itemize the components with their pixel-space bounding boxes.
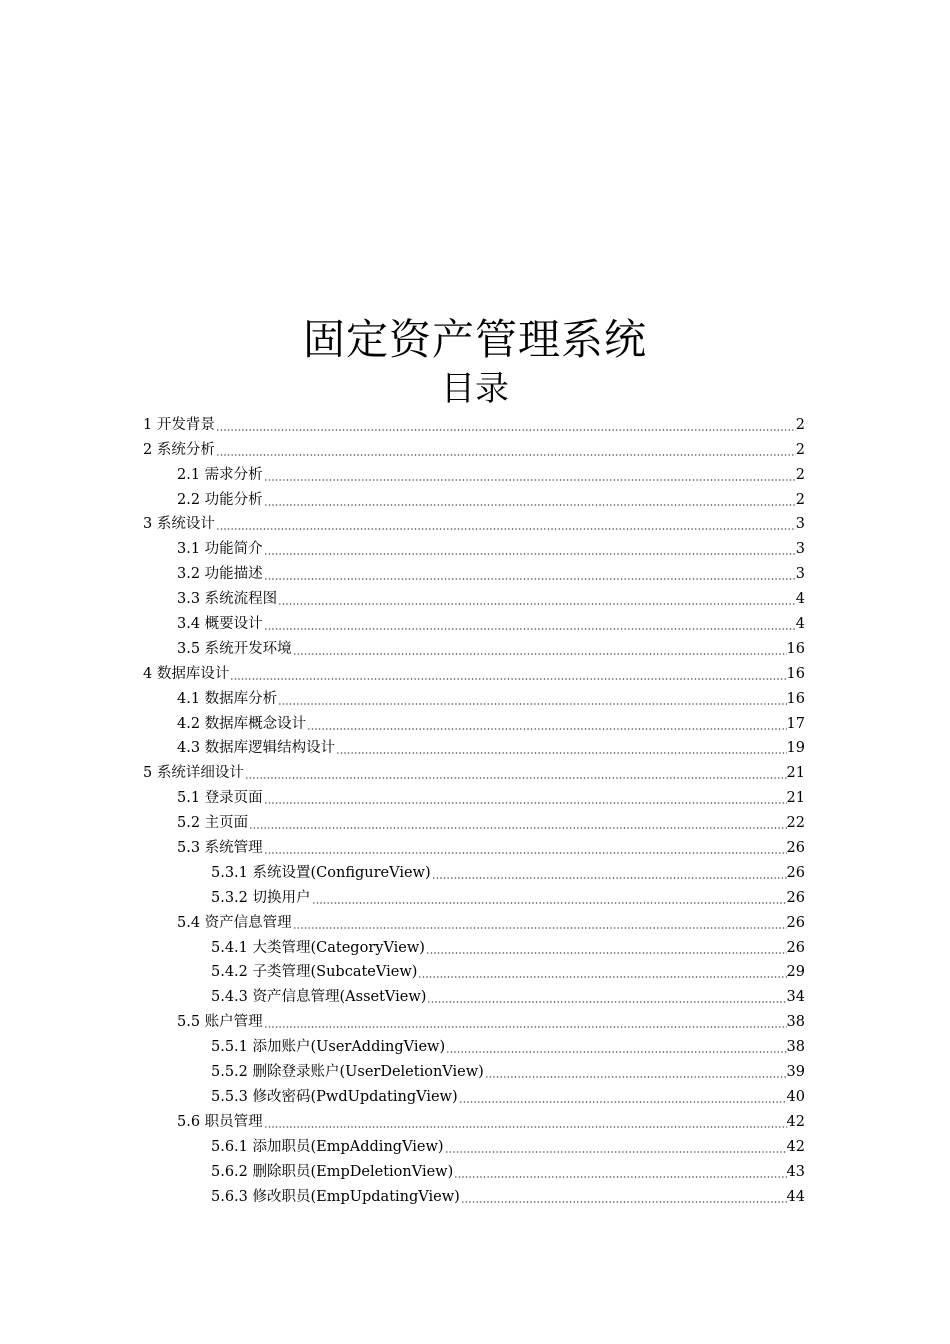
toc-entry-title: 5.3.1 系统设置(ConfigureView): [211, 864, 431, 881]
toc-entry[interactable]: [0, 835, 950, 860]
table-of-contents: [0, 412, 950, 1209]
toc-entry-title: 4 数据库设计: [143, 665, 230, 682]
toc-entry-page-number: 19: [786, 740, 805, 757]
toc-entry-page-number: 2: [795, 416, 805, 433]
toc-dot-leader: [264, 552, 796, 556]
toc-entry-page-number: 21: [786, 790, 805, 807]
toc-dot-leader: [230, 677, 786, 681]
toc-entry[interactable]: [0, 1059, 950, 1084]
toc-entry-title: 5.1 登录页面: [177, 790, 263, 807]
toc-entry[interactable]: [0, 686, 950, 711]
toc-entry[interactable]: [0, 611, 950, 636]
toc-dot-leader: [245, 776, 787, 780]
toc-entry[interactable]: [0, 711, 950, 736]
toc-entry-page-number: 16: [786, 665, 805, 682]
toc-entry-title: 4.2 数据库概念设计: [177, 715, 307, 732]
toc-dot-leader: [264, 1125, 787, 1129]
toc-entry[interactable]: [0, 1034, 950, 1059]
toc-entry-title: 3.4 概要设计: [177, 616, 263, 633]
toc-entry[interactable]: [0, 1109, 950, 1134]
toc-entry[interactable]: [0, 935, 950, 960]
toc-entry-title: 5.4 资产信息管理: [177, 914, 292, 931]
toc-entry-title: 2.1 需求分析: [177, 466, 263, 483]
toc-dot-leader: [427, 1000, 786, 1004]
toc-entry-page-number: 39: [786, 1064, 805, 1081]
toc-dot-leader: [264, 503, 796, 507]
toc-entry[interactable]: [0, 1009, 950, 1034]
toc-dot-leader: [293, 926, 787, 930]
toc-dot-leader: [461, 1200, 787, 1204]
toc-entry-page-number: 4: [795, 616, 805, 633]
toc-entry[interactable]: [0, 536, 950, 561]
toc-entry[interactable]: [0, 760, 950, 785]
toc-entry-title: 4.1 数据库分析: [177, 690, 278, 707]
toc-entry-page-number: 2: [795, 441, 805, 458]
toc-entry[interactable]: [0, 661, 950, 686]
toc-entry-title: 5.6.2 删除职员(EmpDeletionView): [211, 1163, 454, 1180]
toc-entry-page-number: 26: [786, 840, 805, 857]
toc-entry[interactable]: [0, 487, 950, 512]
toc-dot-leader: [485, 1075, 787, 1079]
toc-entry[interactable]: [0, 561, 950, 586]
toc-entry-title: 5.4.1 大类管理(CategoryView): [211, 939, 425, 956]
toc-dot-leader: [216, 453, 796, 457]
document-title: 固定资产管理系统: [302, 315, 647, 364]
toc-entry[interactable]: [0, 437, 950, 462]
toc-dot-leader: [216, 428, 796, 432]
toc-entry-title: 5.5 账户管理: [177, 1014, 263, 1031]
toc-dot-leader: [264, 627, 796, 631]
toc-entry-title: 2.2 功能分析: [177, 491, 263, 508]
toc-entry-page-number: 16: [786, 640, 805, 657]
toc-entry[interactable]: [0, 512, 950, 537]
toc-dot-leader: [264, 851, 787, 855]
toc-entry-page-number: 4: [795, 591, 805, 608]
toc-entry-title: 5 系统详细设计: [143, 765, 244, 782]
toc-entry[interactable]: [0, 586, 950, 611]
toc-entry[interactable]: [0, 910, 950, 935]
toc-entry[interactable]: [0, 412, 950, 437]
toc-entry[interactable]: [0, 885, 950, 910]
toc-dot-leader: [278, 602, 796, 606]
toc-entry-page-number: 2: [795, 491, 805, 508]
toc-entry[interactable]: [0, 785, 950, 810]
toc-entry-page-number: 21: [786, 765, 805, 782]
toc-dot-leader: [264, 1025, 787, 1029]
toc-entry[interactable]: [0, 960, 950, 985]
toc-entry-page-number: 40: [786, 1088, 805, 1105]
toc-dot-leader: [216, 527, 796, 531]
toc-entry-page-number: 29: [786, 964, 805, 981]
toc-entry[interactable]: [0, 1184, 950, 1209]
toc-entry-page-number: 3: [795, 516, 805, 533]
toc-dot-leader: [336, 751, 786, 755]
toc-entry-title: 5.5.3 修改密码(PwdUpdatingView): [211, 1088, 458, 1105]
toc-dot-leader: [264, 577, 796, 581]
toc-entry-page-number: 22: [786, 815, 805, 832]
toc-entry-title: 3.1 功能简介: [177, 541, 263, 558]
toc-dot-leader: [264, 478, 796, 482]
toc-dot-leader: [432, 876, 787, 880]
toc-entry[interactable]: [0, 860, 950, 885]
toc-entry-title: 5.2 主页面: [177, 815, 249, 832]
toc-entry-page-number: 17: [786, 715, 805, 732]
toc-dot-leader: [418, 975, 786, 979]
toc-dot-leader: [293, 652, 787, 656]
toc-entry-page-number: 42: [786, 1138, 805, 1155]
toc-entry[interactable]: [0, 1084, 950, 1109]
toc-entry[interactable]: [0, 1159, 950, 1184]
toc-entry-page-number: 26: [786, 939, 805, 956]
toc-entry-page-number: 2: [795, 466, 805, 483]
toc-heading: 目录: [441, 369, 509, 409]
toc-entry-page-number: 38: [786, 1014, 805, 1031]
toc-entry-title: 5.6 职员管理: [177, 1113, 263, 1130]
toc-dot-leader: [426, 951, 787, 955]
toc-entry-page-number: 42: [786, 1113, 805, 1130]
toc-entry[interactable]: [0, 736, 950, 761]
toc-entry[interactable]: [0, 984, 950, 1009]
toc-entry-page-number: 16: [786, 690, 805, 707]
toc-entry[interactable]: [0, 636, 950, 661]
toc-entry-title: 5.5.2 删除登录账户(UserDeletionView): [211, 1064, 484, 1081]
toc-entry-title: 5.3 系统管理: [177, 840, 263, 857]
toc-entry-page-number: 43: [786, 1163, 805, 1180]
toc-entry-title: 2 系统分析: [143, 441, 215, 458]
toc-entry-title: 5.3.2 切换用户: [211, 889, 311, 906]
toc-entry-title: 1 开发背景: [143, 416, 215, 433]
toc-entry-title: 5.6.3 修改职员(EmpUpdatingView): [211, 1188, 460, 1205]
toc-entry-title: 5.4.3 资产信息管理(AssetView): [211, 989, 427, 1006]
toc-entry-title: 3 系统设计: [143, 516, 215, 533]
toc-entry[interactable]: [0, 462, 950, 487]
toc-dot-leader: [454, 1175, 786, 1179]
toc-entry-title: 3.5 系统开发环境: [177, 640, 292, 657]
toc-entry-page-number: 26: [786, 864, 805, 881]
toc-entry-title: 4.3 数据库逻辑结构设计: [177, 740, 336, 757]
toc-entry-page-number: 3: [795, 566, 805, 583]
toc-dot-leader: [307, 727, 786, 731]
toc-dot-leader: [264, 801, 787, 805]
toc-entry-title: 5.6.1 添加职员(EmpAddingView): [211, 1138, 444, 1155]
toc-entry-title: 3.3 系统流程图: [177, 591, 278, 608]
toc-entry[interactable]: [0, 810, 950, 835]
toc-entry-page-number: 38: [786, 1039, 805, 1056]
toc-dot-leader: [446, 1050, 786, 1054]
toc-entry-title: 5.4.2 子类管理(SubcateView): [211, 964, 418, 981]
toc-dot-leader: [445, 1150, 787, 1154]
toc-entry-page-number: 26: [786, 914, 805, 931]
toc-dot-leader: [312, 901, 787, 905]
toc-entry-page-number: 44: [786, 1188, 805, 1205]
toc-entry-page-number: 26: [786, 889, 805, 906]
toc-entry-title: 5.5.1 添加账户(UserAddingView): [211, 1039, 446, 1056]
toc-entry-page-number: 34: [786, 989, 805, 1006]
toc-entry[interactable]: [0, 1134, 950, 1159]
toc-entry-title: 3.2 功能描述: [177, 566, 263, 583]
toc-dot-leader: [278, 702, 786, 706]
toc-entry-page-number: 3: [795, 541, 805, 558]
toc-dot-leader: [459, 1100, 787, 1104]
toc-dot-leader: [249, 826, 786, 830]
